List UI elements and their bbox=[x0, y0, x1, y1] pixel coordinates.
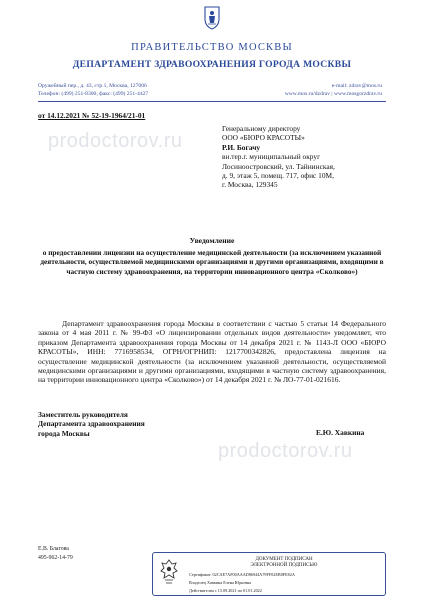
addressee-address-1: вн.тер.г. муниципальный округ bbox=[222, 152, 321, 162]
stamp-emblem-icon bbox=[159, 558, 179, 586]
executor-block bbox=[38, 545, 73, 562]
government-name: ПРАВИТЕЛЬСТВО МОСКВЫ bbox=[131, 42, 293, 53]
executor-name: Е.В. Благова bbox=[38, 546, 69, 552]
stamp-title-2: ЭЛЕКТРОННОЙ ПОДПИСЬЮ bbox=[250, 563, 318, 569]
addressee-address-3: д. 9, этаж 5, помещ. 717, офис 10М, bbox=[222, 171, 334, 181]
executor-phone: 495-962-14-79 bbox=[38, 554, 73, 561]
contact-left bbox=[38, 82, 148, 98]
stamp-certificate: Сертификат: 02CAE7AF00AAAD86944A79FF02EB0FE82A bbox=[189, 572, 295, 577]
department-name: ДЕПАРТАМЕНТ ЗДРАВООХРАНЕНИЯ ГОРОДА МОСКВЫ bbox=[72, 59, 352, 70]
signatory-title bbox=[38, 410, 145, 438]
document-reference: от 14.12.2021 № 52-19-1964/21-01 bbox=[38, 111, 146, 120]
signatory-line-2: Департамента здравоохранения bbox=[38, 419, 145, 429]
watermark-top: prodoctorov.ru bbox=[48, 130, 183, 152]
notice-body: Департамент здравоохранения города Москвы в соответствии с частью 5 статьи 14 Федерального закона от 4 мая 2011 г. № 99-ФЗ «О лицензировании отдельных видов деятельности» уведомляет, что приказом Департамента здравоохранения города Москвы от 14 декабря 2021 г. № 1143-Л ООО «БЮРО КРАСОТЫ», ИНН: 7716958534, ОГРН/ОГРНИП: 1217700342826, предоставлена лицензия на осуществление медицинской деятельности (за исключением указанной деятельности, осуществляемой медицинскими организациями и другими организациями, входящими в частную систему здравоохранения, на территории инновационного центра «Сколково») от 14 декабря 2021 г. № ЛО-77-01-021616. bbox=[38, 319, 386, 385]
notice-subject: о предоставлении лицензии на осуществление медицинской деятельности (за исключением указанной деятельности, осуществляемой медицинскими организациями и другими организациями, входящими в частную систему здравоохранения, на территории инновационного центра «Сколково») bbox=[40, 248, 384, 276]
stamp-title bbox=[189, 557, 379, 570]
department-address: Оружейный пер., д. 43, стр.1, Москва, 127006 bbox=[38, 83, 147, 89]
watermark-bottom: prodoctorov.ru bbox=[218, 440, 353, 462]
stamp-owner: Владелец Хавкина Елена Юрьевна bbox=[189, 580, 252, 585]
addressee-address-4: г. Москва, 129345 bbox=[222, 180, 278, 190]
signatory-name: Е.Ю. Хавкина bbox=[316, 428, 365, 437]
signatory-line-1: Заместитель руководителя bbox=[38, 410, 128, 419]
department-phone: Телефон: (499) 251-8300, факс: (499) 251-4427 bbox=[38, 91, 149, 97]
addressee-block bbox=[222, 124, 392, 190]
addressee-address-2: Лосиноостровский, ул. Тайнинская, bbox=[222, 161, 335, 171]
moscow-coat-of-arms-icon bbox=[204, 6, 220, 30]
stamp-validity: Действителен с 15.09.2021 по 01.01.2022 bbox=[189, 588, 262, 593]
addressee-position: Генеральному директору bbox=[222, 124, 301, 133]
header-divider bbox=[38, 101, 386, 102]
contact-right bbox=[285, 82, 382, 98]
electronic-signature-stamp bbox=[152, 552, 386, 596]
signatory-line-3: города Москвы bbox=[38, 428, 90, 438]
stamp-title-1: ДОКУМЕНТ ПОДПИСАН bbox=[255, 557, 313, 562]
department-email[interactable]: e-mail: zdrav@mos.ru bbox=[331, 83, 382, 89]
department-websites[interactable]: www.mos.ru/dzdrav | www.mosgorzdrav.ru bbox=[284, 91, 382, 97]
addressee-name: Р.И. Богачу bbox=[222, 142, 261, 152]
notice-title: Уведомление bbox=[189, 236, 235, 245]
addressee-company: ООО «БЮРО КРАСОТЫ» bbox=[222, 133, 305, 143]
